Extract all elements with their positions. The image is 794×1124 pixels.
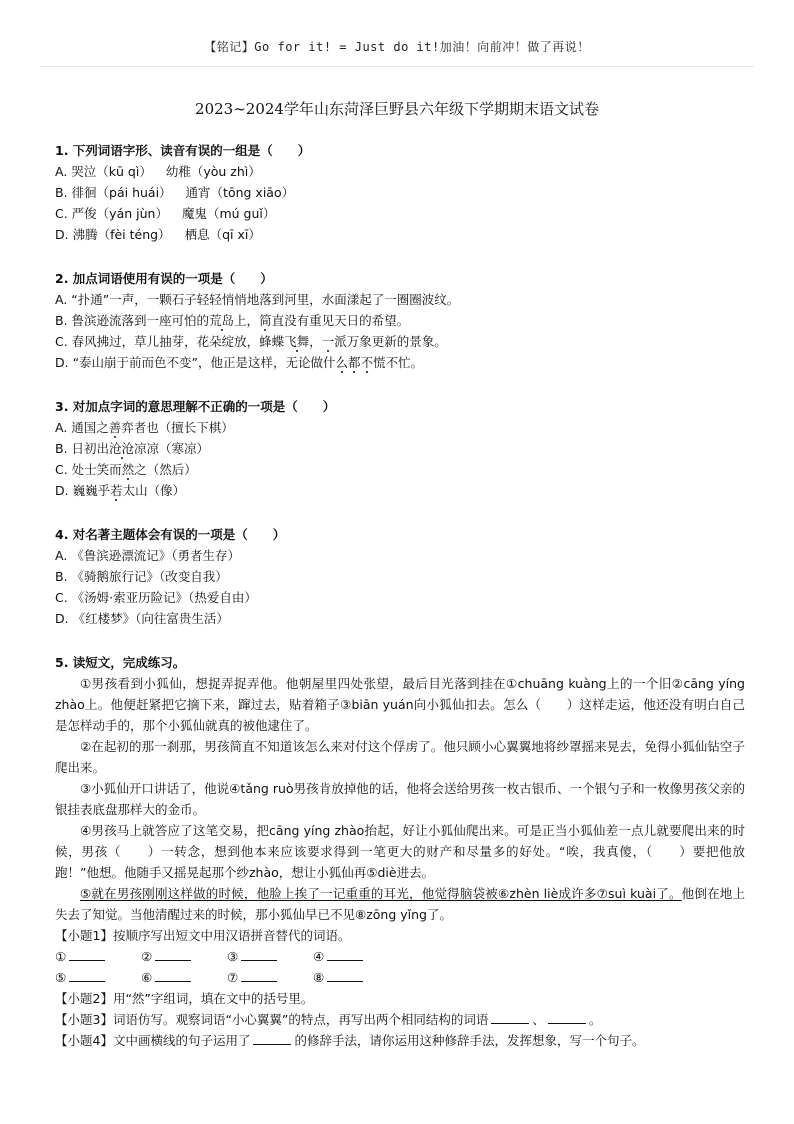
paragraph-text: 他倒在地上失去了知觉。当他清醒过来的时候，那小狐仙早已不见⑧zōng yǐng了。 [55,886,745,922]
paragraph-4: ④男孩马上就答应了这笔交易，把cāng yíng zhào抬起，好让小狐仙爬出来。可是正当小狐仙差一点儿就要爬出来的时候，男孩（ ）一转念，想到他本来应该要求得到一笔更大的财产和尽量多的好处。“唉，我真傻，（ ）要把他放跑！”他想。他随手又摇晃起那个纱zhào，想让小狐仙再⑤diè进去。 [55,823,745,880]
header-divider [40,66,754,67]
option-b: B. 《骑鹅旅行记》（改变自我） [55,569,228,584]
question-title: 2. 加点词语使用有误的一项是（ ） [55,271,273,286]
dotted-word: 么 [335,355,349,370]
option-a [55,161,745,182]
option-text: 通宵（tōng xiāo） [185,185,295,200]
option-text: 地落到河里，水面漾起了一圈圈波纹。 [246,292,460,307]
option-text: 直没有重见天日的希望。 [271,313,410,328]
dotted-word: 一 [321,334,335,349]
answer-blank[interactable] [253,1032,291,1045]
answer-blank[interactable] [548,1011,586,1024]
answer-blank[interactable] [141,946,227,967]
option-text: 幼稚（yòu zhì） [165,164,261,179]
option-c: C. 《汤姆·索亚历险记》（热爱自由） [55,590,257,605]
blank-label: ⑧ [313,970,325,985]
option-c [55,203,745,224]
underlined-sentence: ⑤就在男孩刚刚这样做的时候，他脸上挨了一记重重的耳光，他觉得脑袋被⑥zhèn liè成许多⑦suì kuài了。 [80,886,682,901]
sub-question-text: 的修辞手法，请你运用这种修辞手法，发挥想象，写一个句子。 [294,1033,645,1048]
option-d [55,224,745,245]
option-text: B. 鲁滨逊流落到一座可怕的 [55,313,210,328]
option-text: D. “泰山崩于前而色不变”，他正是这样，无论做什 [55,355,336,370]
answer-blanks-row-2 [55,967,745,988]
option-b [55,182,745,203]
option-text: D. 巍巍乎 [55,483,111,498]
blank-label: ② [141,949,153,964]
option-b [55,438,745,459]
option-text: 弈者也（擅长下棋） [121,420,234,435]
option-c [55,331,745,352]
answer-blank[interactable] [491,1011,529,1024]
dotted-word: 不 [360,355,374,370]
option-text: A. 哭泣（kū qì） [55,164,152,179]
sub-question-4 [55,1030,745,1051]
option-text: B. 徘徊（pái huái） [55,185,172,200]
dotted-word: 善 [108,420,122,435]
option-a [55,289,745,310]
answer-blank[interactable] [55,967,141,988]
blank-label: ④ [313,949,325,964]
reading-passage [55,673,745,925]
dotted-word: 轻轻悄悄 [196,292,247,307]
option-text: 凉凉（寒凉） [134,441,210,456]
question-5 [55,652,745,1051]
answer-blank[interactable] [313,946,399,967]
option-b [55,310,745,331]
option-text: ， [309,334,322,349]
separator: 、 [532,1012,545,1027]
blank-label: ⑤ [55,970,67,985]
dotted-word: 然 [121,462,135,477]
option-text: 派万象更新的景象。 [334,334,447,349]
sub-question-text: 【小题3】词语仿写。观察词语“小心翼翼”的特点，再写出两个相同结构的词语 [55,1012,489,1027]
header-motto: 【铭记】Go for it! = Just do it!加油！向前冲！做了再说！ [204,40,590,54]
option-a: A. 《鲁滨逊漂流记》（勇者生存） [55,548,241,563]
option-d [55,480,745,501]
question-title: 1. 下列词语字形、读音有误的一组是（ ） [55,143,311,158]
option-text: A. “扑通”一声，一颗石子 [55,292,197,307]
paragraph-5 [55,883,745,925]
option-c [55,459,745,480]
answer-blank[interactable] [141,967,227,988]
blank-label: ⑥ [141,970,153,985]
exam-content [55,140,745,1074]
option-text: 魔鬼（mú guǐ） [181,206,276,221]
dotted-word: 简 [259,313,272,328]
option-d [55,352,745,373]
question-4 [55,524,745,629]
option-text: 之（然后） [134,462,197,477]
blank-label: ⑦ [227,970,239,985]
sub-question-3 [55,1009,745,1030]
option-text: A. 通国之 [55,420,109,435]
dotted-word: 荒岛 [209,313,235,328]
sub-question-text: 【小题4】文中画横线的句子运用了 [55,1033,251,1048]
paragraph-1: ①男孩看到小狐仙，想捉弄捉弄他。他朝屋里四处张望，最后目光落到挂在①chuāng kuàng上的一个旧②cāng yíng zhào上。他便赶紧把它摘下来，蹿过去，贴着箱子③biān yuán向小狐仙扣去。怎么（ ）这样走运，他还没有明白自己是怎样动手的，那个小狐仙就真的被他逮住了。 [55,676,745,733]
answer-blank[interactable] [227,946,313,967]
sub-question-1: 【小题1】按顺序写出短文中用汉语拼音替代的词语。 [55,928,351,943]
question-title: 3. 对加点字词的意思理解不正确的一项是（ ） [55,399,336,414]
paragraph-2: ②在起初的那一刹那，男孩简直不知道该怎么来对付这个俘虏了。他只顾小心翼翼地将纱罩摇来晃去，免得小狐仙钻空子爬出来。 [55,739,745,775]
option-d: D. 《红楼梦》（向往富贵生活） [55,611,229,626]
paragraph-3: ③小狐仙开口讲话了，他说④tǎng ruò男孩肯放掉他的话，他将会送给男孩一枚古银币、一个银勺子和一枚像男孩父亲的银挂表底盘那样大的金币。 [55,781,745,817]
sub-question-2: 【小题2】用“然”字组词，填在文中的括号里。 [55,991,314,1006]
dotted-word: 都 [348,355,361,370]
option-a [55,417,745,438]
dotted-word: 沧沧 [109,441,135,456]
answer-blank[interactable] [313,967,399,988]
question-title: 4. 对名著主题体会有误的一项是（ ） [55,527,286,542]
question-2 [55,268,745,373]
option-text: 栖息（qī xī） [184,227,261,242]
page-title: 2023~2024学年山东菏泽巨野县六年级下学期期末语文试卷 [195,100,599,118]
answer-blanks-row-1 [55,946,745,967]
blank-label: ① [55,949,67,964]
option-text: C. 春风拂过，草儿抽芽，花朵绽放，蜂蝶 [55,334,285,349]
option-text: 上， [234,313,260,328]
punctuation: 。 [588,1012,602,1027]
dotted-word: 飞舞 [284,334,310,349]
question-3 [55,396,745,501]
option-text: 慌不忙。 [373,355,424,370]
dotted-word: 若 [110,483,123,498]
option-text: D. 沸腾（fèi téng） [55,227,171,242]
question-1 [55,140,745,245]
answer-blank[interactable] [55,946,141,967]
option-text: 太山（像） [122,483,186,498]
question-title: 5. 读短文，完成练习。 [55,655,186,670]
option-text: B. 日初出 [55,441,110,456]
blank-label: ③ [227,949,239,964]
option-text: C. 处士笑而 [55,462,122,477]
answer-blank[interactable] [227,967,313,988]
option-text: C. 严俊（yán jùn） [55,206,168,221]
